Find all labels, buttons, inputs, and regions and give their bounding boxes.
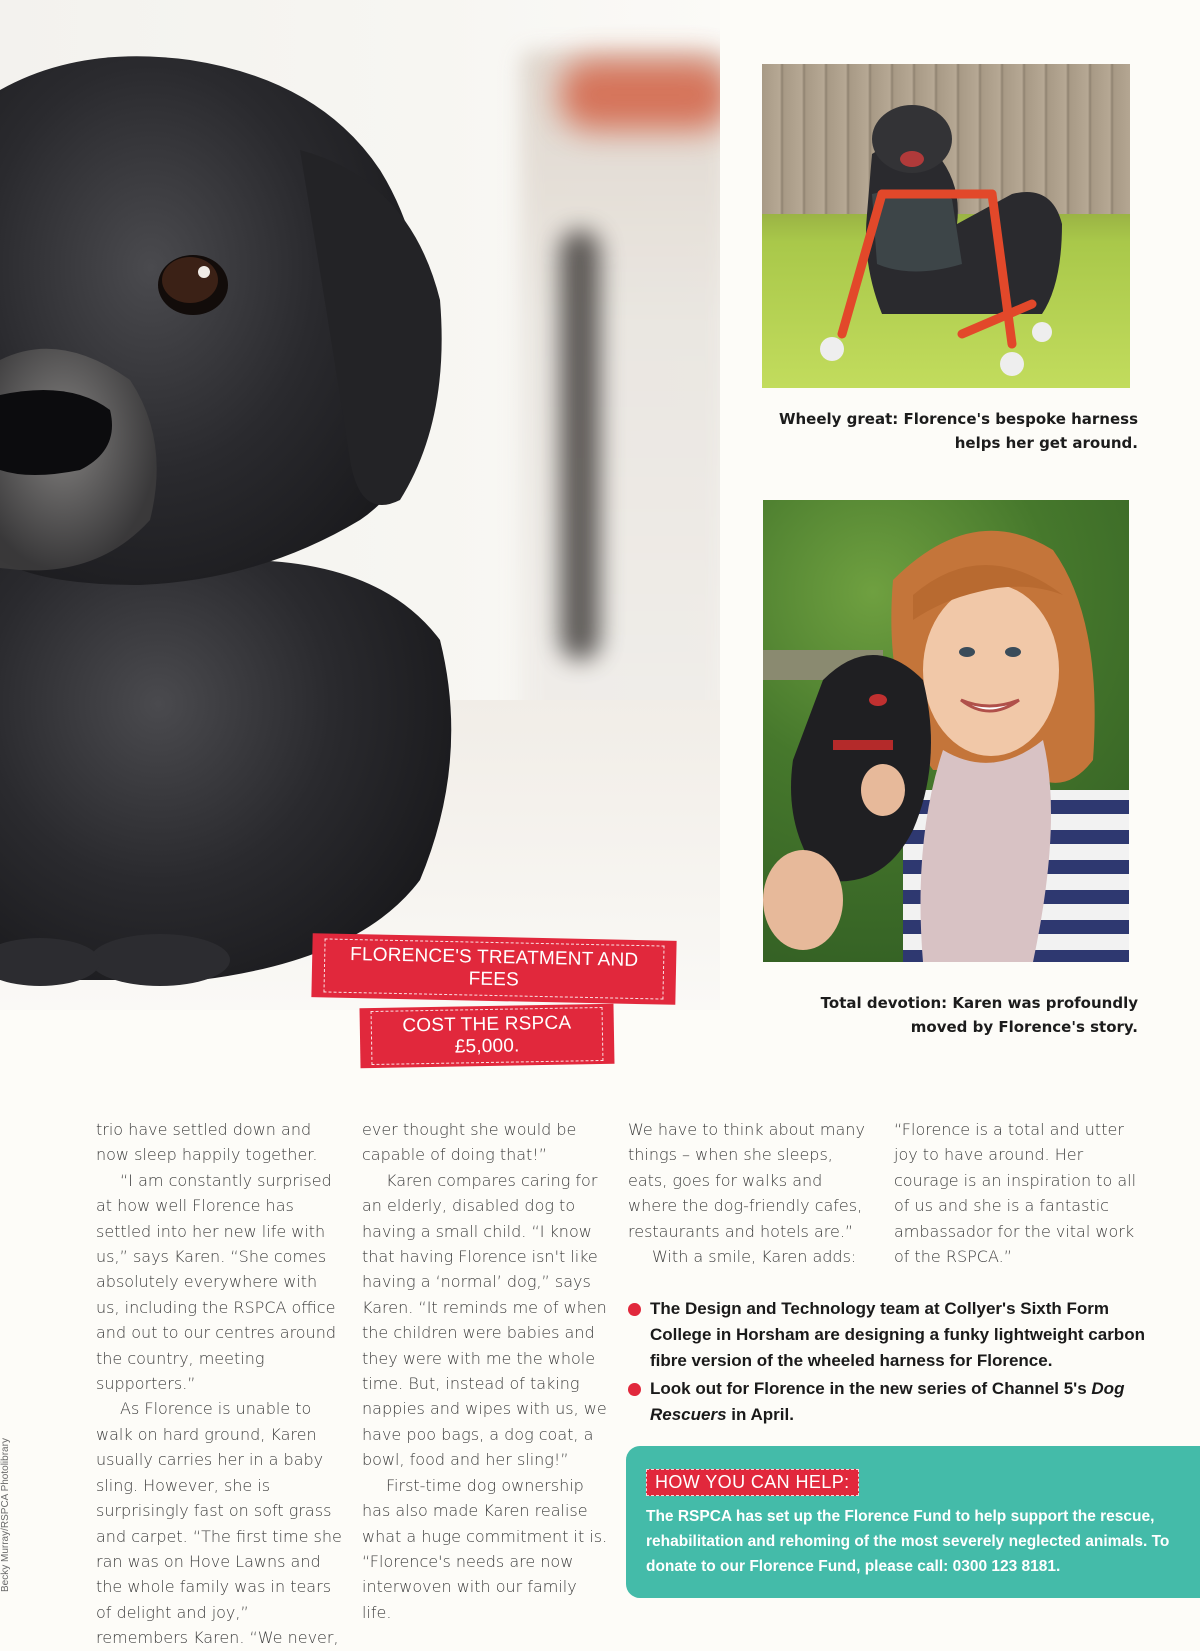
fact-bullets — [628, 1296, 1168, 1430]
cost-stamp-line-2-text: COST THE RSPCA £5,000. — [371, 1007, 604, 1065]
bullet-item — [628, 1296, 1168, 1374]
body-paragraph: “I am constantly surprised at how well Florence has settled into her new life with us,” says Karen. “She comes absolutely everywhere with us, including the RSPCA office and out to our centres around the country, meeting supporters.” — [96, 1170, 337, 1394]
bullet-text-post: in April. — [726, 1405, 794, 1424]
body-paragraph: trio have settled down and now sleep happily together. — [96, 1120, 318, 1165]
bullet-text: The Design and Technology team at Collyer's Sixth Form College in Horsham are designing a funky lightweight carbon fibre version of the wheeled harness for Florence. — [650, 1299, 1145, 1370]
body-column-1 — [96, 1117, 344, 1651]
body-paragraph: Karen compares caring for an elderly, disabled dog to having a small child. “I know that having Florence isn't like having a ‘normal’ dog,” says Karen. “It reminds me of when the children were babies and they were with me the whole time. But, instead of taking nappies and wipes with us, we have poo bags, a dog coat, a bowl, food and her sling!” — [362, 1170, 607, 1470]
help-text: The RSPCA has set up the Florence Fund to help support the rescue, rehabilitation and rehoming of the most severely neglected animals. To donate to our Florence Fund, please call: 0300 123 8181. — [646, 1508, 1170, 1575]
photo-karen-with-florence — [763, 500, 1129, 962]
body-column-4 — [894, 1117, 1142, 1269]
cost-stamp-line-1 — [311, 933, 676, 1005]
body-column-2 — [362, 1117, 610, 1625]
body-paragraph: First-time dog ownership has also made Karen realise what a huge commitment it is. “Florence's needs are now interwoven with our family life. — [362, 1475, 608, 1622]
photo-credit: Becky Murray/RSPCA Photolibrary — [0, 1438, 11, 1592]
body-paragraph: With a smile, Karen adds: — [652, 1247, 857, 1267]
bullet-dot-icon — [628, 1303, 641, 1316]
body-paragraph: As Florence is unable to walk on hard ground, Karen usually carries her in a baby sling. However, she is surprisingly fast on soft grass and carpet. “The first time she ran was on Hove Lawns and the whole family was in tears of delight and joy,” remembers Karen. “We never, — [96, 1399, 342, 1648]
cost-stamp-line-2 — [359, 1004, 614, 1068]
dog-illustration — [0, 0, 720, 1010]
hero-dog-photo — [0, 0, 720, 1010]
body-paragraph: ever thought she would be capable of doing that!” — [362, 1120, 577, 1165]
cost-stamp-line-1-text: FLORENCE'S TREATMENT AND FEES — [323, 938, 664, 999]
caption-photo-karen: Total devotion: Karen was profoundly moved by Florence's story. — [820, 994, 1138, 1036]
caption-photo-harness: Wheely great: Florence's bespoke harness helps her get around. — [778, 410, 1138, 452]
body-paragraph: “Florence is a total and utter joy to have around. Her courage is an inspiration to all of us and she is a fantastic ambassador for the vital work of the RSPCA.” — [894, 1120, 1137, 1267]
show-title: Dog Rescuers — [650, 1379, 1125, 1424]
how-you-can-help-box — [626, 1446, 1200, 1598]
body-paragraph: We have to think about many things – when she sleeps, eats, goes for walks and where the dog-friendly cafes, restaurants and hotels are.” — [628, 1120, 865, 1241]
help-title: HOW YOU CAN HELP: — [646, 1469, 859, 1496]
bullet-dot-icon — [628, 1383, 641, 1396]
bullet-item — [628, 1376, 1168, 1428]
body-column-3 — [628, 1117, 876, 1269]
photo-florence-wheeled-harness — [762, 64, 1130, 388]
bullet-text-pre: Look out for Florence in the new series of Channel 5's — [650, 1379, 1092, 1398]
